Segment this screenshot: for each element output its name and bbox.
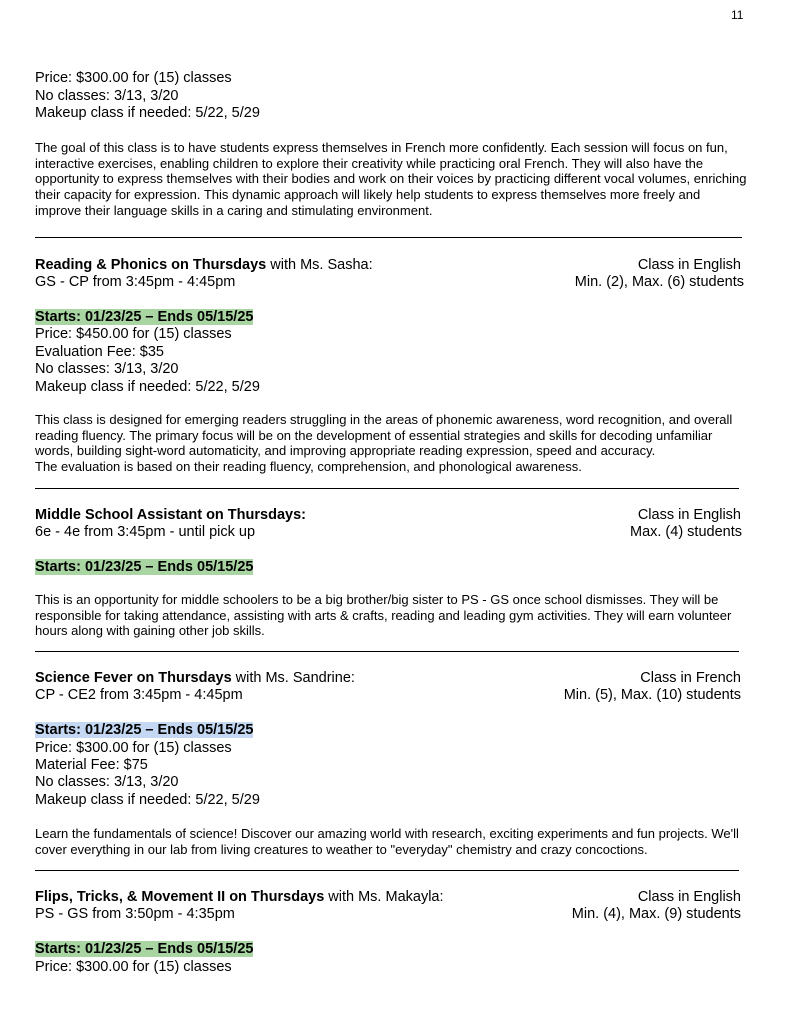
dates-highlight: Starts: 01/23/25 – Ends 05/15/25 bbox=[35, 722, 254, 738]
reading-desc-line: reading fluency. The primary focus will be on the development of essential strategies and skills for decoding unfamiliar bbox=[35, 427, 713, 443]
science-dates bbox=[35, 722, 253, 739]
reading-grades: GS - CP from 3:45pm - 4:45pm bbox=[35, 274, 236, 290]
dates-highlight: Starts: 01/23/25 – Ends 05/15/25 bbox=[35, 559, 254, 575]
science-grades: CP - CE2 from 3:45pm - 4:45pm bbox=[35, 687, 243, 703]
reading-fee: Evaluation Fee: $35 bbox=[35, 344, 164, 360]
reading-description bbox=[35, 412, 747, 475]
assistant-grades: 6e - 4e from 3:45pm - until pick up bbox=[35, 524, 256, 540]
assistant-capacity: Max. (4) students bbox=[629, 524, 742, 540]
reading-desc-line: words, building sight-word automaticity, and improving appropriate reading expression, speed and accuracy. bbox=[35, 443, 656, 459]
reading-desc-line: The evaluation is based on their reading fluency, comprehension, and phonological awareness. bbox=[35, 459, 582, 475]
science-makeup: Makeup class if needed: 5/22, 5/29 bbox=[35, 792, 260, 808]
intro-desc-line: their capacity for expression. This dynamic approach will likely help students to express themselves more freely and bbox=[35, 187, 701, 203]
dates-highlight: Starts: 01/23/25 – Ends 05/15/25 bbox=[35, 941, 254, 957]
flips-price: Price: $300.00 for (15) classes bbox=[35, 959, 232, 975]
assistant-desc-line: hours along with gaining other job skills. bbox=[35, 623, 265, 639]
reading-desc-line: This class is designed for emerging readers struggling in the areas of phonemic awareness, word recognition, and overall bbox=[35, 412, 733, 427]
section-divider bbox=[35, 870, 739, 871]
reading-dates bbox=[35, 309, 253, 326]
science-title-bold: Science Fever on Thursdays bbox=[35, 670, 232, 686]
reading-capacity: Min. (2), Max. (6) students bbox=[574, 274, 744, 290]
assistant-dates bbox=[35, 559, 253, 576]
reading-teacher: with Ms. Sasha: bbox=[266, 257, 373, 273]
reading-no-classes: No classes: 3/13, 3/20 bbox=[35, 361, 179, 377]
section-divider bbox=[35, 237, 742, 238]
intro-desc-line: improve their language skills in a caring and stimulating environment. bbox=[35, 202, 433, 218]
reading-makeup: Makeup class if needed: 5/22, 5/29 bbox=[35, 379, 260, 395]
intro-no-classes: No classes: 3/13, 3/20 bbox=[35, 88, 179, 104]
science-desc-line: cover everything in our lab from living creatures to weather to "everyday" chemistry and crazy concoctions. bbox=[35, 841, 648, 857]
science-teacher: with Ms. Sandrine: bbox=[231, 670, 355, 686]
flips-grades: PS - GS from 3:50pm - 4:35pm bbox=[35, 906, 235, 922]
science-title bbox=[35, 670, 355, 687]
section-divider bbox=[35, 651, 739, 652]
assistant-desc-line: This is an opportunity for middle schoolers to be a big brother/big sister to PS - GS once school dismisses. They will be bbox=[35, 592, 719, 607]
flips-title-bold: Flips, Tricks, & Movement II on Thursdays bbox=[35, 889, 325, 905]
assistant-title-bold: Middle School Assistant on Thursdays: bbox=[35, 507, 306, 523]
intro-makeup: Makeup class if needed: 5/22, 5/29 bbox=[35, 105, 260, 121]
flips-title bbox=[35, 889, 444, 906]
science-fee: Material Fee: $75 bbox=[35, 757, 148, 773]
intro-desc-line: opportunity to express themselves with their bodies and work on their voices by practicing different vocal volumes, enriching bbox=[35, 171, 747, 187]
flips-teacher: with Ms. Makayla: bbox=[324, 889, 444, 905]
section-divider bbox=[35, 488, 739, 489]
assistant-language: Class in English bbox=[637, 507, 741, 523]
assistant-desc-line: responsible for taking attendance, assisting with arts & crafts, reading and leading gym activities. They will earn volunteer bbox=[35, 607, 732, 623]
flips-dates bbox=[35, 941, 253, 958]
intro-description bbox=[35, 140, 747, 219]
science-desc-line: Learn the fundamentals of science! Discover our amazing world with research, exciting experiments and fun projects. We'll bbox=[35, 826, 739, 841]
intro-price: Price: $300.00 for (15) classes bbox=[35, 70, 232, 86]
intro-desc-line: interactive exercises, enabling children to explore their creativity while practicing oral French. They will also have the bbox=[35, 155, 704, 171]
assistant-description bbox=[35, 592, 747, 639]
reading-language: Class in English bbox=[637, 257, 741, 273]
flips-language: Class in English bbox=[637, 889, 741, 905]
reading-title bbox=[35, 257, 373, 274]
reading-price: Price: $450.00 for (15) classes bbox=[35, 326, 232, 342]
science-capacity: Min. (5), Max. (10) students bbox=[563, 687, 741, 703]
dates-highlight: Starts: 01/23/25 – Ends 05/15/25 bbox=[35, 309, 254, 325]
science-no-classes: No classes: 3/13, 3/20 bbox=[35, 774, 179, 790]
science-description bbox=[35, 826, 747, 857]
science-language: Class in French bbox=[640, 670, 741, 686]
assistant-title bbox=[35, 507, 306, 524]
reading-title-bold: Reading & Phonics on Thursdays bbox=[35, 257, 267, 273]
page-number: 11 bbox=[731, 8, 744, 22]
flips-capacity: Min. (4), Max. (9) students bbox=[571, 906, 741, 922]
intro-desc-line: The goal of this class is to have students express themselves in French more confidently. Each session will focus on fun, bbox=[35, 140, 728, 155]
science-price: Price: $300.00 for (15) classes bbox=[35, 740, 232, 756]
